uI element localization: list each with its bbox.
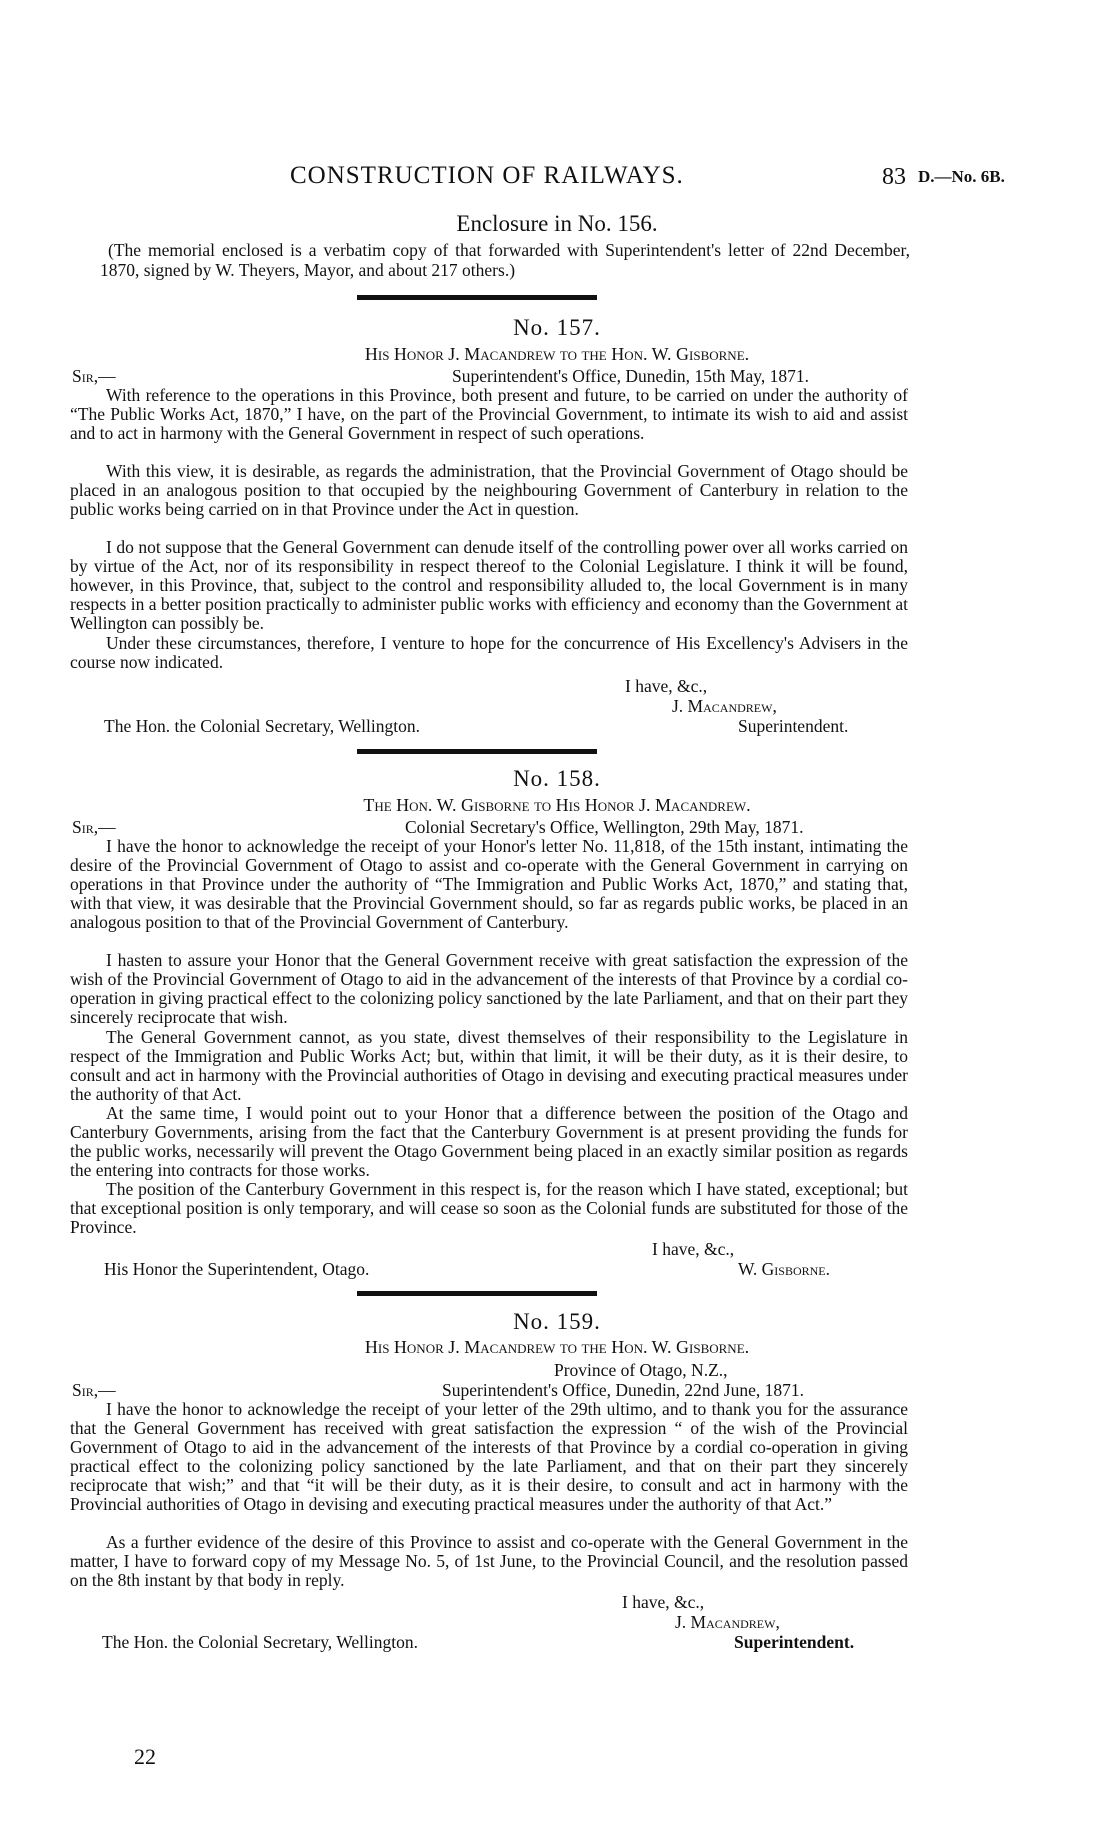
letter-157-paragraph: I do not suppose that the General Government can denude itself of the controlling power over all works carried on by virtue of the Act, nor of its responsibility in respect thereof to the Colonial Legislature. I think it will be found, however, in this Province, that, subject to the control and responsibility alluded to, the local Government is in many respects in a better position practically to administer public works with efficiency and economy than the Government at Wellington can possibly be. [70,537,908,633]
letter-158-paragraph: The position of the Canterbury Government in this respect is, for the reason which I have stated, exceptional; but that exceptional position is only temporary, and will cease so soon as the Colonial funds are substituted for those of the Province. [70,1179,908,1237]
letter-159-closing: I have, &c., [622,1592,705,1612]
section-divider [357,749,597,754]
letter-159-paragraph: As a further evidence of the desire of this Province to assist and co-operate with the General Government in the matter, I have to forward copy of my Message No. 5, of 1st June, to the Provincial Council, and the resolution passed on the 8th instant by that body in reply. [70,1532,908,1590]
letter-159-number: No. 159. [513,1309,601,1334]
letter-157-number: No. 157. [513,315,601,340]
enclosure-title: Enclosure in No. 156. [456,211,658,236]
letter-159-addressee: The Hon. the Colonial Secretary, Wellington. [102,1632,418,1652]
letter-158-addressee: His Honor the Superintendent, Otago. [104,1259,370,1279]
letter-159-title: Superintendent. [734,1632,855,1652]
letter-158-number: No. 158. [513,766,601,791]
enclosure-note: (The memorial enclosed is a verbatim copy of that forwarded with Superintendent's letter of 22nd December, 1870, signed by W. Theyers, Mayor, and about 217 others.) [100,240,910,280]
letter-159-province-line: Province of Otago, N.Z., [554,1360,728,1380]
letter-157-closing: I have, &c., [625,676,708,696]
letter-158-paragraph: At the same time, I would point out to your Honor that a difference between the position of the Otago and Canterbury Governments, arising from the fact that the Canterbury Government is at present providing the funds for the public works, necessarily will prevent the Otago Government being placed in an exactly similar position as regards the entering into contracts for those works. [70,1103,908,1180]
letter-159-dateline: Superintendent's Office, Dunedin, 22nd June, 1871. [442,1380,805,1400]
letter-157-paragraph: With reference to the operations in this Province, both present and future, to be carried on under the authority of “The Public Works Act, 1870,” I have, on the part of the Provincial Government, to intimate its wish to aid and assist and to act in harmony with the General Government in respect of such operations. [70,385,908,443]
letter-158-salutation: Sir,— [72,817,116,837]
letter-158-paragraph: The General Government cannot, as you state, divest themselves of their responsibility to the Legislature in respect of the Immigration and Public Works Act; but, within that limit, it will be their duty, as it is their desire, to consult and act in harmony with the Provincial authorities of Otago in devising and executing practical measures under the authority of that Act. [70,1027,908,1104]
letter-157-paragraph: With this view, it is desirable, as regards the administration, that the Provincial Government of Otago should be placed in an analogous position to that occupied by the neighbouring Government of Canterbury in relation to the public works being carried on in that Province under the Act in question. [70,461,908,519]
letter-157-paragraph: Under these circumstances, therefore, I venture to hope for the concurrence of His Excellency's Advisers in the course now indicated. [70,633,908,672]
letter-157-from-to: His Honor J. Macandrew to the Hon. W. Gisborne. [364,344,750,364]
page-number: 83 [882,164,906,190]
section-divider [357,295,597,300]
letter-159-salutation: Sir,— [72,1380,116,1400]
letter-159-signature: J. Macandrew, [675,1612,780,1632]
letter-158-signature: W. Gisborne. [738,1259,831,1279]
letter-157-salutation: Sir,— [72,366,116,386]
letter-158-paragraph: I hasten to assure your Honor that the General Government receive with great satisfaction the expression of the wish of the Provincial Government of Otago to aid in the advancement of the interests of that Province by a cordial co-operation in giving practical effect to the colonizing policy sanctioned by the late Parliament, and that on their part they sincerely reciprocate that wish. [70,950,908,1027]
letter-158-closing: I have, &c., [652,1239,735,1259]
running-header-title: CONSTRUCTION OF RAILWAYS. [290,162,684,189]
letter-159-paragraph: I have the honor to acknowledge the receipt of your letter of the 29th ultimo, and to thank you for the assurance that the General Government has received with great satisfaction the expression “ of the wish of the Provincial Government of Otago to aid in the advancement of the interests of that Province by a cordial co-operation in giving practical effect to the colonizing policy sanctioned by the late Parliament, and that on their part they sincerely reciprocate that wish;” and that “it will be their duty, as it is their desire, to consult and act in harmony with the Provincial authorities of Otago in devising and executing practical measures under the authority of that Act.” [70,1399,908,1514]
letter-158-paragraph: I have the honor to acknowledge the receipt of your Honor's letter No. 11,818, of the 15th instant, intimating the desire of the Provincial Government of Otago to assist and co-operate with the General Government in carrying on operations in that Province under the authority of “The Immigration and Public Works Act, 1870,” and stating that, with that view, it was desirable that the Provincial Government should, so far as regards public works, be placed in an analogous position to that of the Provincial Government of Canterbury. [70,836,908,932]
letter-157-addressee: The Hon. the Colonial Secretary, Wellington. [104,716,420,736]
letter-157-dateline: Superintendent's Office, Dunedin, 15th May, 1871. [452,366,809,386]
document-reference: D.—No. 6B. [918,167,1005,186]
letter-157-signature: J. Macandrew, [672,696,777,716]
signature-mark: 22 [134,1744,156,1769]
section-divider [357,1291,597,1296]
letter-157-title: Superintendent. [738,716,849,736]
letter-158-dateline: Colonial Secretary's Office, Wellington, 29th May, 1871. [405,817,804,837]
letter-158-from-to: The Hon. W. Gisborne to His Honor J. Macandrew. [363,795,751,815]
letter-159-from-to: His Honor J. Macandrew to the Hon. W. Gisborne. [364,1337,750,1357]
